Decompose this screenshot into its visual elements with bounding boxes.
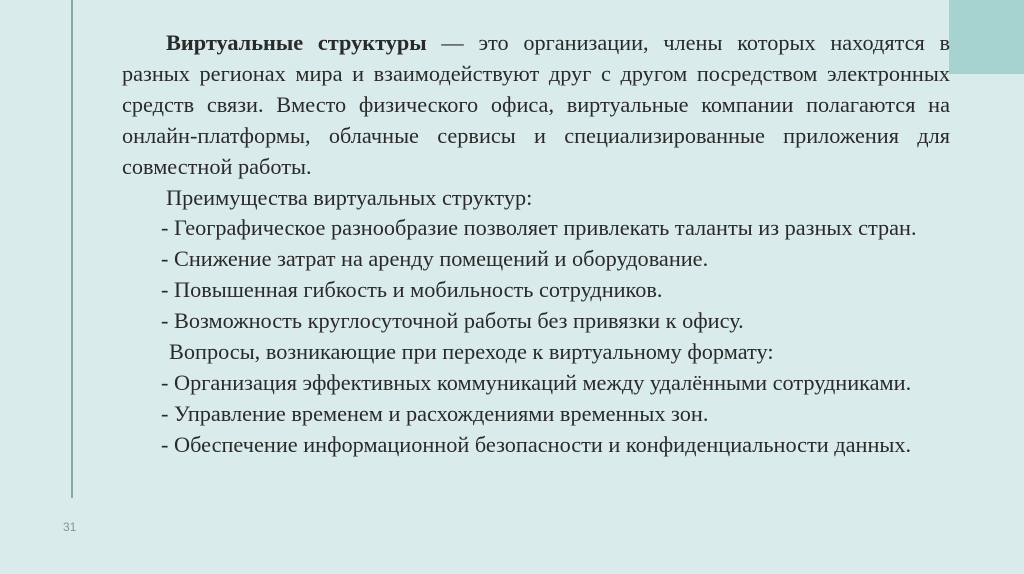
- issues-heading: Вопросы, возникающие при переходе к виртуальному формату:: [169, 339, 774, 365]
- advantages-heading: Преимущества виртуальных структур:: [166, 184, 533, 210]
- definition-paragraph: [122, 28, 950, 183]
- definition-text: — это организации, члены которых находятся в разных регионах мира и взаимодействуют друг с другом посредством электронных средств связи. Вместо физического офиса, виртуальные компании полагаются на онлайн-платформы, облачные сервисы и специализированные приложения для совместной работы.: [122, 30, 950, 179]
- page-number: 31: [63, 520, 77, 534]
- advantage-item: - Возможность круглосуточной работы без привязки к офису.: [161, 308, 744, 334]
- issue-item: - Управление временем и расхождениями временных зон.: [161, 400, 709, 426]
- issue-item: - Обеспечение информационной безопасности и конфиденциальности данных.: [161, 431, 912, 457]
- defined-term: Виртуальные структуры: [166, 30, 427, 55]
- corner-accent-block: [949, 0, 1024, 74]
- issue-item: - Организация эффективных коммуникаций между удалёнными сотрудниками.: [161, 369, 912, 395]
- advantage-item: - Снижение затрат на аренду помещений и оборудование.: [161, 246, 709, 272]
- advantage-item: - Географическое разнообразие позволяет привлекать таланты из разных стран.: [161, 215, 917, 241]
- left-vertical-rule: [71, 0, 73, 498]
- slide-body: [122, 28, 950, 461]
- advantage-item: - Повышенная гибкость и мобильность сотрудников.: [161, 277, 663, 303]
